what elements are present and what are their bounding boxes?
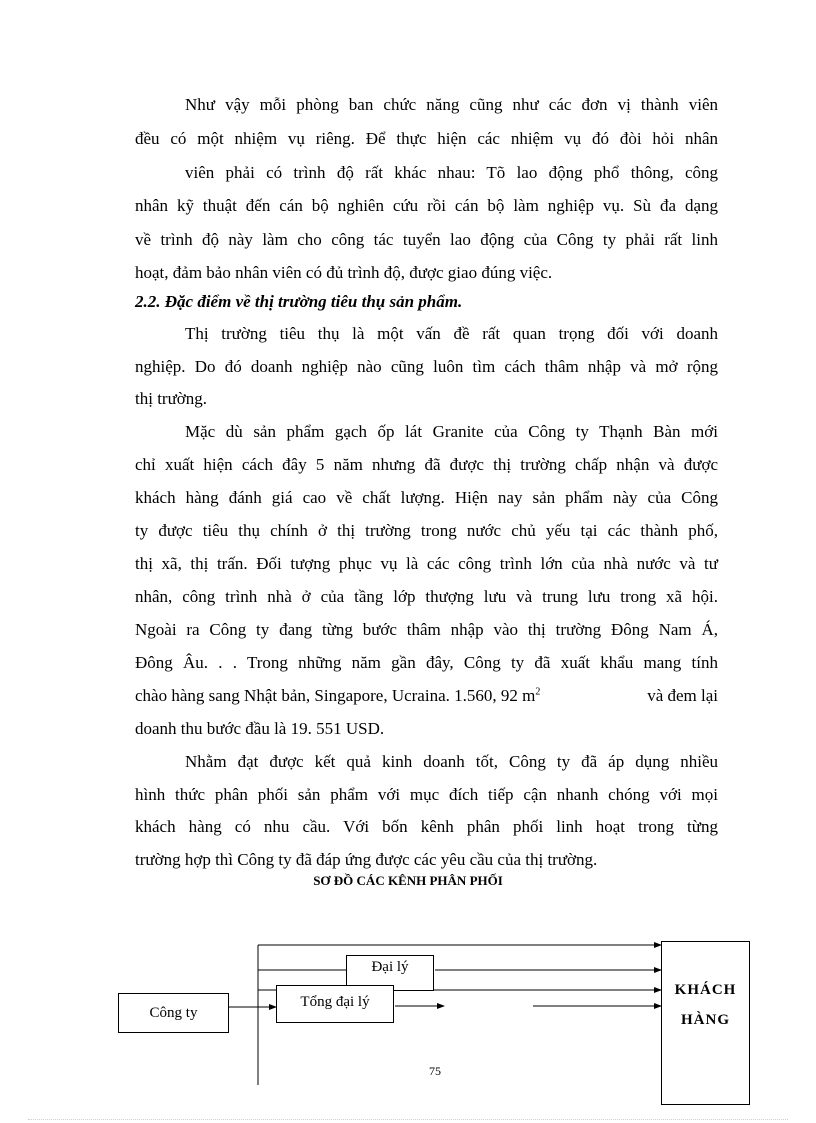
paragraph4-line-1: Nhằm đạt được kết quả kinh doanh tốt, Công ty đã áp dụng nhiều [185,752,718,771]
page-number: 75 [429,1064,441,1078]
paragraph3-line-7: Ngoài ra Công ty đang từng bước thâm nhập vào thị trường Đông Nam Á, [135,620,718,639]
paragraph1-line-5: về trình độ này làm cho công tác tuyển lao động của Công ty phải rất linh [135,230,718,249]
paragraph2-line-2: nghiệp. Do đó doanh nghiệp nào cũng luôn tìm cách thâm nhập và mở rộng [135,357,718,376]
paragraph1-line-2: đều có một nhiệm vụ riêng. Để thực hiện các nhiệm vụ đó đòi hỏi nhân [135,129,718,148]
customer-box [661,941,750,1105]
agent-label: Đại lý [371,959,409,975]
diagram-title: SƠ ĐỒ CÁC KÊNH PHÂN PHỐI [313,873,503,888]
paragraph3-line-1: Mặc dù sản phẩm gạch ốp lát Granite của Công ty Thạnh Bàn mới [185,422,718,441]
export-line-tail: và đem lại [647,686,718,705]
general-agent-box [276,985,394,1023]
paragraph3-line-4: ty được tiêu thụ chính ở thị trường trong nước chủ yếu tại các thành phố, [135,521,718,540]
paragraph2-line-1: Thị trường tiêu thụ là một vấn đề rất quan trọng đối với doanh [185,324,718,343]
paragraph3-line-5: thị xã, thị trấn. Đối tượng phục vụ là các công trình lớn của nhà nước và tư [135,554,718,573]
paragraph2-line-3: thị trường. [135,389,208,408]
paragraph1-line-3: viên phải có trình độ rất khác nhau: Tõ lao động phổ thông, công [185,163,718,182]
paragraph4-line-2: hình thức phân phối sản phẩm với mục đích tiếp cận nhanh chóng với mọi [135,785,718,804]
paragraph4-line-3: khách hàng có nhu cầu. Với bốn kênh phân phối linh hoạt trong từng [135,817,718,836]
paragraph3-line-2: chỉ xuất hiện cách đây 5 năm nhưng đã được thị trường chấp nhận và được [135,455,718,474]
paragraph3-line-8: Đông Âu. . . Trong những năm gần đây, Công ty đã xuất khẩu mang tính [135,653,718,672]
superscript-two: 2 [535,686,541,698]
export-line-text: chào hàng sang Nhật bản, Singapore, Ucraina. 1.560, 92 $m^2$ [135,686,541,705]
company-label: Công ty [149,1005,198,1021]
paragraph1-line-1: Như vậy mỗi phòng ban chức năng cũng như các đơn vị thành viên [185,95,718,114]
paragraph1-line-6: hoạt, đảm bảo nhân viên có đủ trình độ, được giao đúng việc. [135,263,553,282]
paragraph3-line-6: nhân, công trình nhà ở của tầng lớp thượng lưu và trung lưu trong xã hội. [135,587,718,606]
customer-label-line-2: HÀNG [681,1012,730,1028]
section-heading: 2.2. Đặc điểm về thị trường tiêu thụ sản phẩm. [135,292,463,311]
page-bottom-rule [28,1119,788,1120]
company-box [118,993,229,1033]
customer-label-line-1: KHÁCH [674,982,737,998]
paragraph4-line-4: trường hợp thì Công ty đã đáp ứng được các yêu cầu của thị trường. [135,850,598,869]
paragraph1-line-4: nhân kỹ thuật đến cán bộ nghiên cứu rồi cán bộ làm nghiệp vụ. Sù đa dạng [135,196,718,215]
paragraph3-line-3: khách hàng đánh giá cao về chất lượng. Hiện nay sản phẩm này của Công [135,488,718,507]
paragraph3-line-10: doanh thu bước đầu là 19. 551 USD. [135,719,385,738]
general-agent-label: Tổng đại lý [300,994,370,1010]
